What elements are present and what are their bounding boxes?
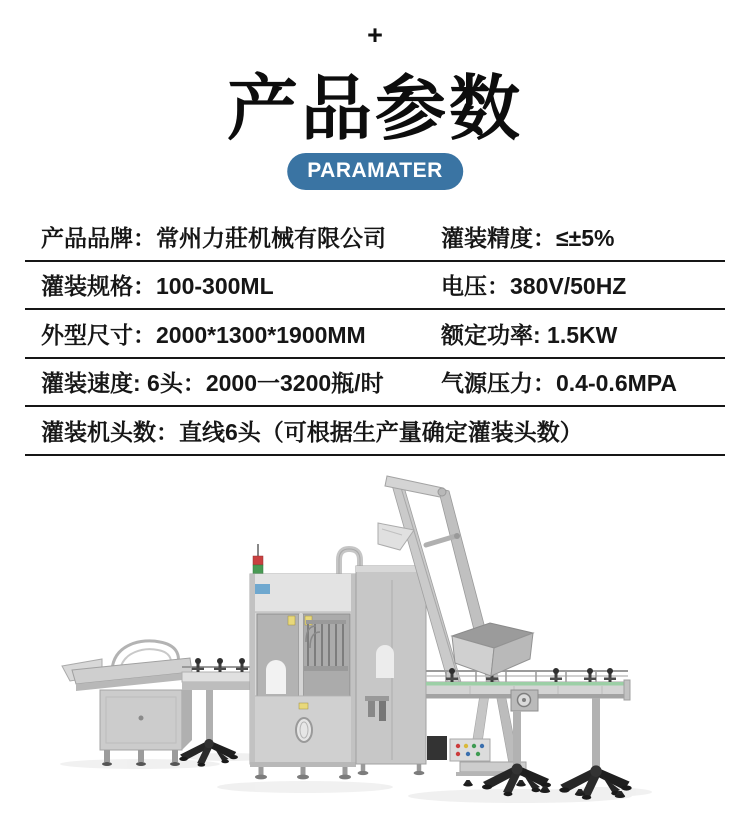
conveyor-belt-strip [426, 682, 628, 686]
spec-air-pressure: 气源压力：0.4-0.6MPA [441, 370, 678, 397]
spec-row-size [25, 310, 725, 359]
spec-row-spec [25, 262, 725, 311]
spec-brand: 产品品牌：常州力莊机械有限公司 [41, 224, 386, 251]
spec-table [25, 213, 725, 456]
spec-filling-heads: 灌装机头数：直线6头（可根据生产量确定灌装头数） [41, 418, 583, 445]
paramater-badge: PARAMATER [287, 153, 463, 190]
spec-dimensions: 外型尺寸：2000*1300*1900MM [41, 321, 366, 348]
electric-box [427, 736, 447, 760]
spec-filling-range: 灌装规格：100-300ML [41, 273, 274, 300]
cap-hopper [452, 623, 533, 676]
machine-photo [0, 455, 750, 827]
spec-voltage: 电压：380V/50HZ [441, 273, 627, 300]
spec-row-speed [25, 359, 725, 408]
control-panel [450, 739, 490, 761]
spec-row-brand [25, 213, 725, 262]
spec-filling-speed: 灌装速度: 6头：2000一3200瓶/时 [41, 370, 384, 397]
filling-line-illustration [0, 455, 750, 827]
outfeed-conveyor [426, 668, 632, 800]
page-title: 产品参数 [226, 70, 523, 149]
warning-sticker [288, 616, 295, 625]
plus-icon: + [367, 20, 383, 50]
drive-motor [511, 690, 538, 711]
brand-label [254, 584, 270, 594]
bottle-unscrambler [62, 641, 192, 766]
spec-row-heads [25, 407, 725, 456]
spec-rated-power: 额定功率: 1.5KW [441, 321, 618, 348]
spec-filling-accuracy: 灌装精度：≤±5% [441, 224, 615, 251]
door-cutout [266, 660, 286, 694]
filling-machine [250, 544, 360, 779]
